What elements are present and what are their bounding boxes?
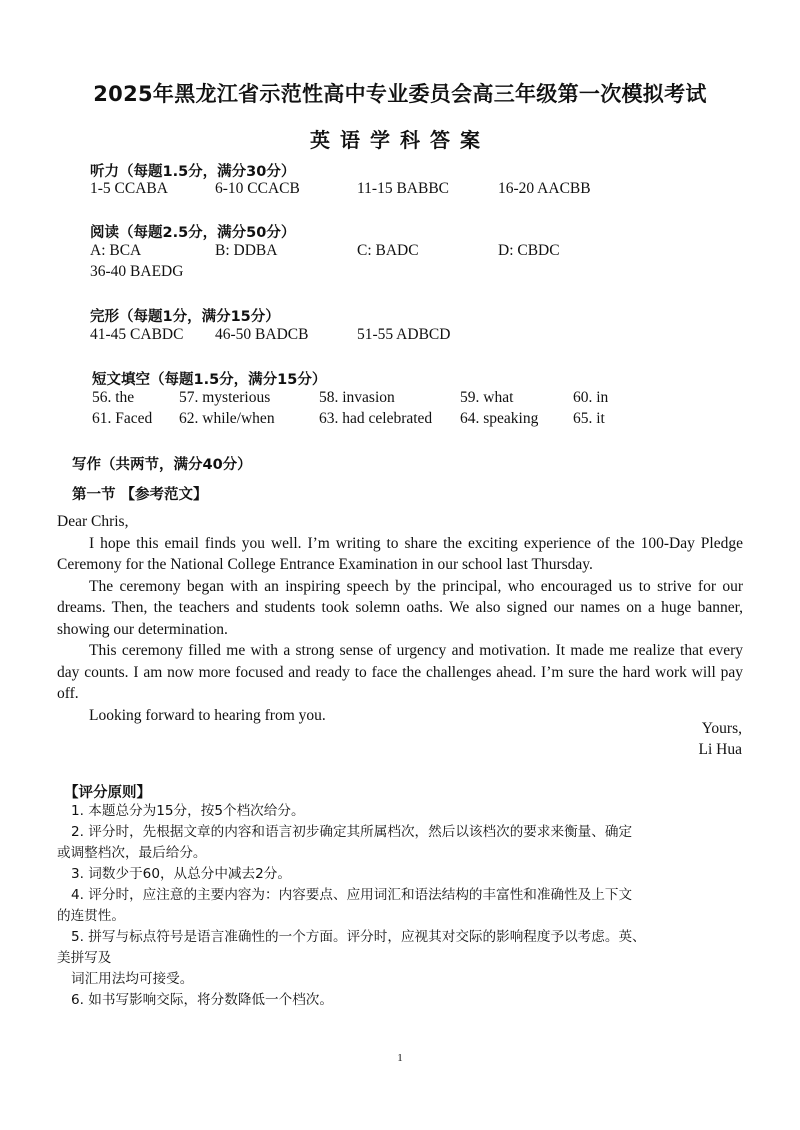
answer-item: 59. what (460, 389, 514, 406)
answer-item: 58. invasion (319, 389, 395, 406)
reading-heading: 阅读（每题2.5分，满分50分） (90, 225, 296, 241)
answer-item: 64. speaking (460, 410, 539, 427)
listening-heading: 听力（每题1.5分，满分30分） (90, 164, 296, 180)
writing-heading: 写作（共两节，满分40分） (72, 457, 252, 473)
answer-item: 65. it (573, 410, 605, 427)
essay-paragraph: The ceremony began with an inspiring speech by the principal, who encouraged us to strive for our dreams. Then, the teachers and students took solemn oaths. We also signed our names on a huge banner, showing our determination. (57, 577, 743, 638)
essay-paragraph: This ceremony filled me with a strong sense of urgency and motivation. It made me realize that every day counts. I am now more focused and ready to face the challenges ahead. I’m sure the hard work will pay off. (57, 642, 743, 702)
scoring-rule: 5. 拼写与标点符号是语言准确性的一个方面。评分时，应视其对交际的影响程度予以考虑。英、 (71, 929, 646, 945)
essay-closing: Yours, (701, 720, 742, 737)
answer-item: 62. while/when (179, 410, 275, 427)
answer-item: 63. had celebrated (319, 410, 433, 427)
writing-section1-heading: 第一节 【参考范文】 (72, 487, 208, 503)
answer-group: A: BCA (90, 242, 142, 259)
scoring-rule: 1. 本题总分为15分，按5个档次给分。 (71, 803, 305, 819)
scoring-rule: 的连贯性。 (57, 908, 125, 924)
answer-group: D: CBDC (498, 242, 560, 259)
answer-group: 46-50 BADCB (215, 326, 309, 343)
page-subtitle: 英语学科答案 (310, 128, 490, 152)
answer-item: 56. the (92, 389, 135, 406)
answer-group: 6-10 CCACB (215, 180, 300, 197)
essay-paragraph: Looking forward to hearing from you. (89, 706, 326, 724)
scoring-rule: 3. 词数少于60，从总分中减去2分。 (71, 866, 291, 882)
scoring-rule: 2. 评分时，先根据文章的内容和语言初步确定其所属档次，然后以该档次的要求来衡量、确定 (71, 824, 633, 840)
answer-item: 57. mysterious (179, 389, 271, 406)
essay-signature: Li Hua (698, 741, 742, 758)
scoring-rule: 或调整档次，最后给分。 (57, 845, 207, 861)
answer-group: B: DDBA (215, 242, 278, 259)
essay-greeting: Dear Chris, (57, 513, 129, 530)
grammar-fill-heading: 短文填空（每题1.5分，满分15分） (92, 372, 327, 388)
answer-group: 36-40 BAEDG (90, 263, 184, 280)
answer-item: 61. Faced (92, 410, 153, 427)
scoring-rule: 6. 如书写影响交际，将分数降低一个档次。 (71, 992, 333, 1008)
answer-group: 16-20 AACBB (498, 180, 591, 197)
answer-group: 1-5 CCABA (90, 180, 168, 197)
answer-group: C: BADC (357, 242, 419, 259)
scoring-rule: 美拼写及 (57, 950, 112, 966)
page-number: 1 (397, 1052, 403, 1064)
scoring-heading: 【评分原则】 (64, 785, 151, 801)
answer-group: 41-45 CABDC (90, 326, 184, 343)
scoring-rule: 4. 评分时，应注意的主要内容为：内容要点、应用词汇和语法结构的丰富性和准确性及上下文 (71, 887, 633, 903)
cloze-heading: 完形（每题1分，满分15分） (90, 309, 280, 325)
answer-group: 51-55 ADBCD (357, 326, 451, 343)
page-title: 2025年黑龙江省示范性高中专业委员会高三年级第一次模拟考试 (93, 82, 707, 106)
scoring-rule: 词汇用法均可接受。 (71, 971, 194, 987)
answer-item: 60. in (573, 389, 609, 406)
model-essay (57, 511, 743, 726)
essay-paragraph: I hope this email finds you well. I’m writing to share the exciting experience of the 100-Day Pledge Ceremony for the National College Entrance Examination in our school last Thursday. (57, 534, 743, 573)
scoring-rules (57, 801, 747, 1011)
answer-group: 11-15 BABBC (357, 180, 450, 197)
